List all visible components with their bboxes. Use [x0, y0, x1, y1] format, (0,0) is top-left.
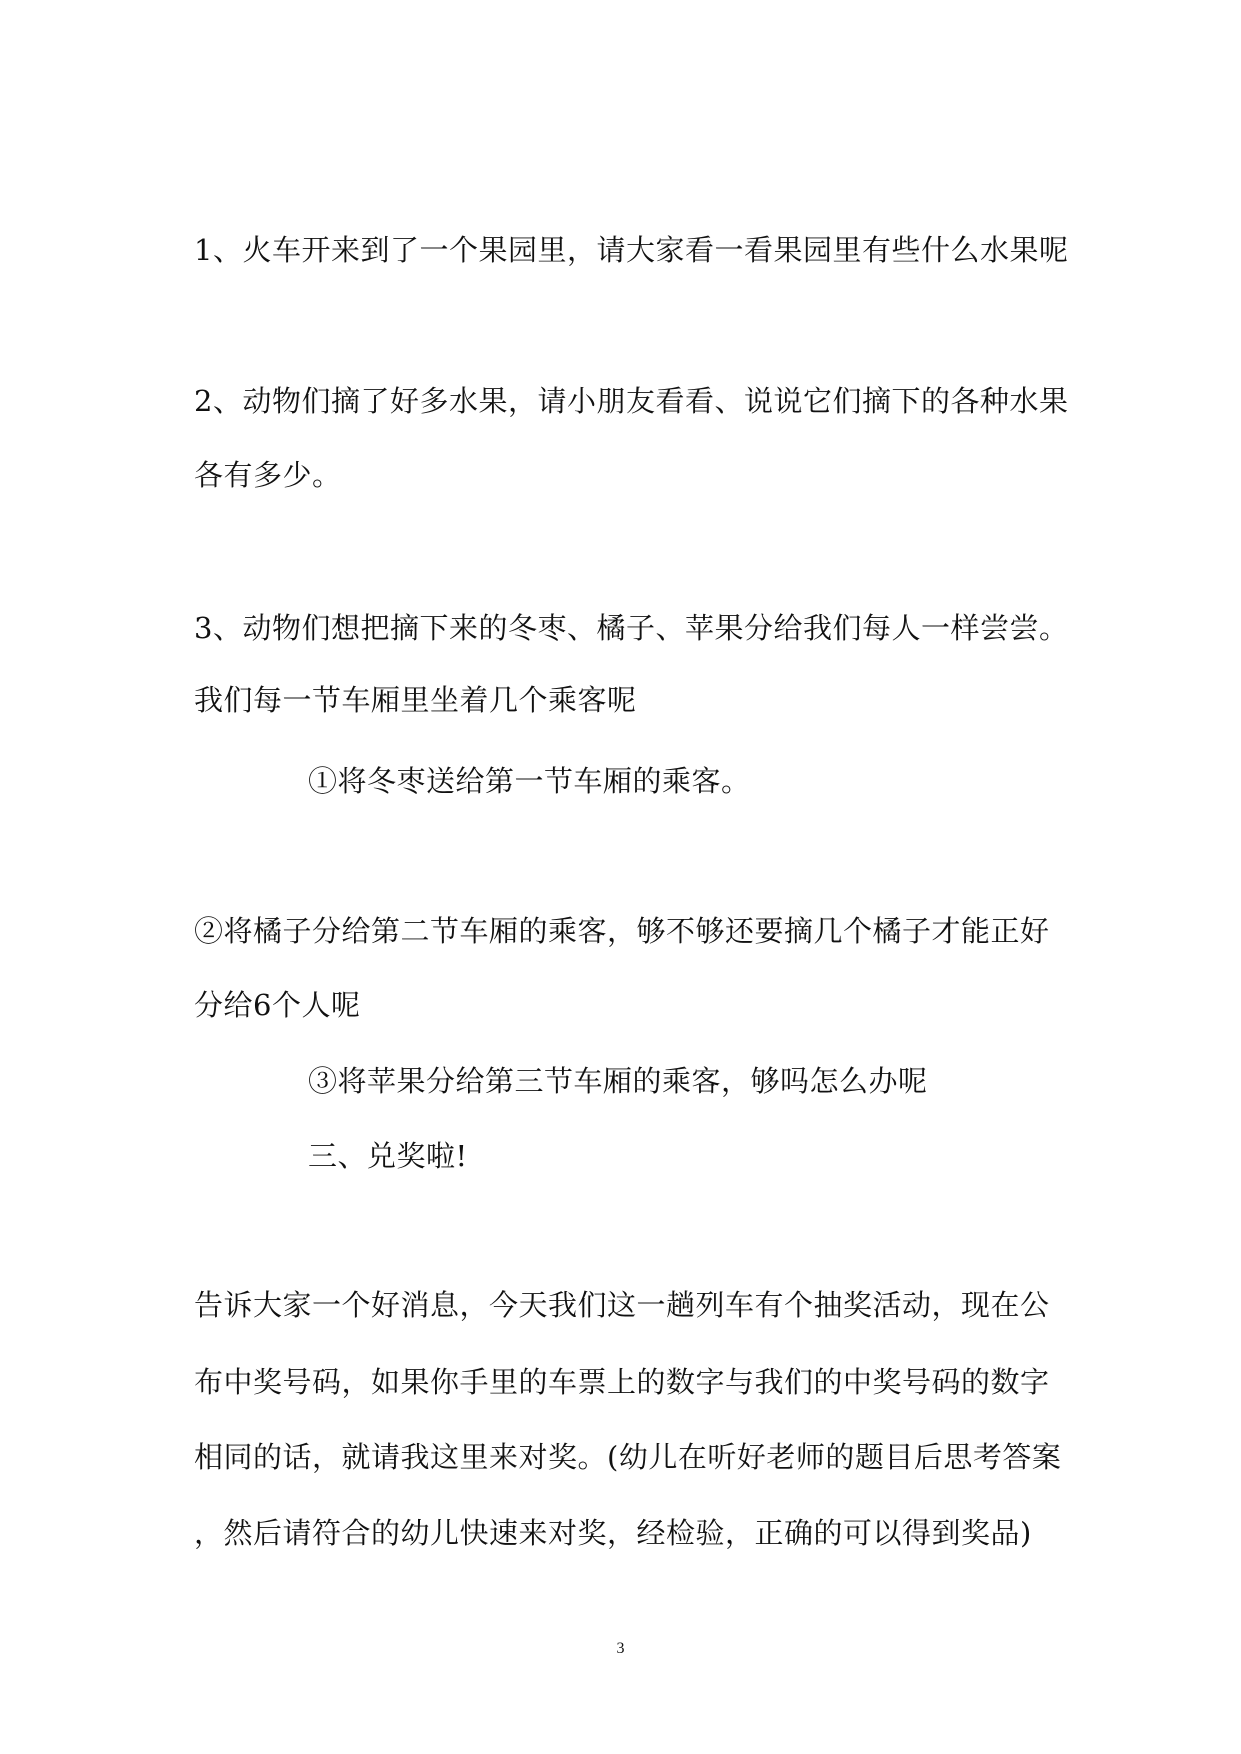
text-line: 我们每一节车厢里坐着几个乘客呢	[194, 683, 637, 717]
text-line: 告诉大家一个好消息，今天我们这一趟列车有个抽奖活动，现在公	[194, 1288, 1050, 1322]
text-line: ①将冬枣送给第一节车厢的乘客。	[308, 764, 751, 798]
text-line: ，然后请符合的幼儿快速来对奖，经检验，正确的可以得到奖品)	[194, 1516, 1032, 1550]
text-line: 分给6个人呢	[194, 988, 361, 1022]
page-number: 3	[616, 1640, 625, 1657]
text-line: 2、动物们摘了好多水果，请小朋友看看、说说它们摘下的各种水果	[194, 384, 1069, 418]
text-line: 相同的话，就请我这里来对奖。(幼儿在听好老师的题目后思考答案	[194, 1440, 1062, 1474]
text-line: 布中奖号码，如果你手里的车票上的数字与我们的中奖号码的数字	[194, 1365, 1050, 1399]
text-line: 各有多少。	[194, 458, 342, 492]
text-line: 3、动物们想把摘下来的冬枣、橘子、苹果分给我们每人一样尝尝。	[194, 611, 1069, 645]
text-line: ③将苹果分给第三节车厢的乘客，够吗怎么办呢	[308, 1064, 928, 1098]
section-heading: 三、兑奖啦!	[308, 1139, 468, 1173]
text-line: ②将橘子分给第二节车厢的乘客，够不够还要摘几个橘子才能正好	[194, 914, 1050, 948]
text-line: 1、火车开来到了一个果园里，请大家看一看果园里有些什么水果呢	[194, 233, 1069, 267]
